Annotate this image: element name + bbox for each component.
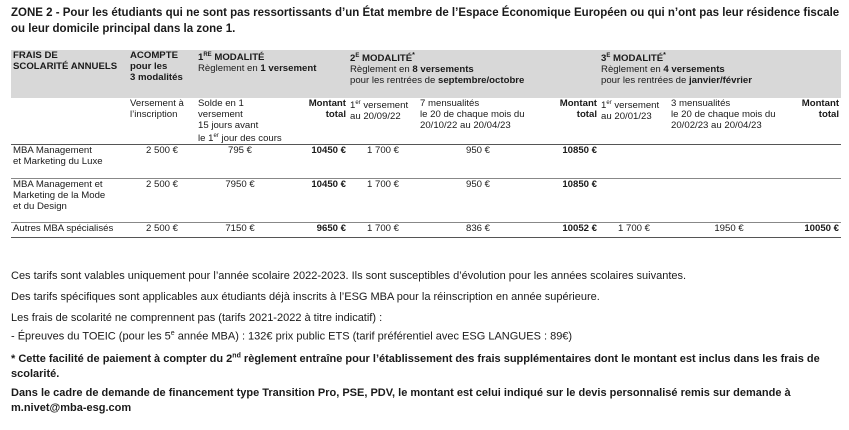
sub-versement: Versement à l’inscription — [128, 98, 196, 145]
table-row: Autres MBA spécialisés 2 500 € 7150 € 9650 € 1 700 € 836 € 10052 € 1 700 € 1950 € 10050 € — [11, 223, 841, 238]
header-acompte: ACOMPTE pour les 3 modalités — [128, 50, 196, 98]
sub-m3-first: 1er versement au 20/01/23 — [599, 98, 669, 145]
row-name: MBA Management et Marketing du Luxe — [13, 145, 103, 168]
note-payment-facility: * Cette facilité de paiement à compter du 2nd règlement entraîne pour l’établissement des frais supplémentaires dont le montant est inclus dans les frais de scolarité. — [11, 352, 820, 380]
table-subheader-row — [11, 98, 841, 145]
note-financing: Dans le cadre de demande de financement type Transition Pro, PSE, PDV, le montant est celui indiqué sur le devis personnalisé remis sur demande à m.nivet@mba-esg.com — [11, 387, 791, 414]
table-row: MBA Management et Marketing du Luxe 2 500 € 795 € 10450 € 1 700 € 950 € 10850 € — [11, 145, 841, 179]
table-row: MBA Management et Marketing de la Mode et du Design 2 500 € 7950 € 10450 € 1 700 € 950 € 10850 € — [11, 179, 841, 223]
header-modalite-2: $2^E$ MODALITÉ* Règlement en 8 versements pour les rentrées de septembre/octobre — [348, 50, 599, 98]
header-modalite-3: $3^E$ MODALITÉ* Règlement en 4 versements pour les rentrées de janvier/février — [599, 50, 841, 98]
sub-m2-mensualites: 7 mensualités le 20 de chaque mois du 20/10/22 au 20/04/23 — [418, 98, 538, 145]
sub-montant-3: Montant total — [789, 98, 841, 145]
fees-table — [11, 50, 841, 238]
sub-m3-mensualites: 3 mensualités le 20 de chaque mois du 20/02/23 au 20/04/23 — [669, 98, 789, 145]
note-exclusions: Les frais de scolarité ne comprennent pas (tarifs 2021-2022 à titre indicatif) : - Épreuves du TOEIC (pour les 5e année MBA) : 132€ prix public ETS (tarif préférentiel avec ESG LANGUES : 89€) — [11, 312, 573, 343]
row-name: Autres MBA spécialisés — [11, 223, 128, 238]
sub-montant-2: Montant total — [538, 98, 599, 145]
sub-solde: Solde en 1 versement 15 jours avant le 1er jour des cours — [196, 98, 284, 145]
table-header-row — [11, 50, 841, 98]
header-frais: FRAIS DE SCOLARITÉ ANNUELS — [11, 50, 128, 98]
note-validity: Ces tarifs sont valables uniquement pour l’année scolaire 2022-2023. Ils sont susceptibles d’évolution pour les années scolaires suivantes. — [11, 270, 687, 282]
sub-montant-1: Montant total — [284, 98, 348, 145]
sub-m2-first: 1er versement au 20/09/22 — [348, 98, 418, 145]
header-modalite-1: 1RE MODALITÉ Règlement en 1 versement — [196, 50, 348, 98]
row-name: MBA Management et Marketing de la Mode et du Design — [11, 179, 128, 223]
note-specific-rates: Des tarifs spécifiques sont applicables aux étudiants déjà inscrits à l’ESG MBA pour la réinscription en année supérieure. — [11, 291, 600, 303]
zone-title: ZONE 2 - Pour les étudiants qui ne sont pas ressortissants d’un État membre de l’Espace Économique Européen ou qui n’ont pas leur résidence fiscale ou leur domicile principal dans la zone 1. — [11, 7, 840, 35]
